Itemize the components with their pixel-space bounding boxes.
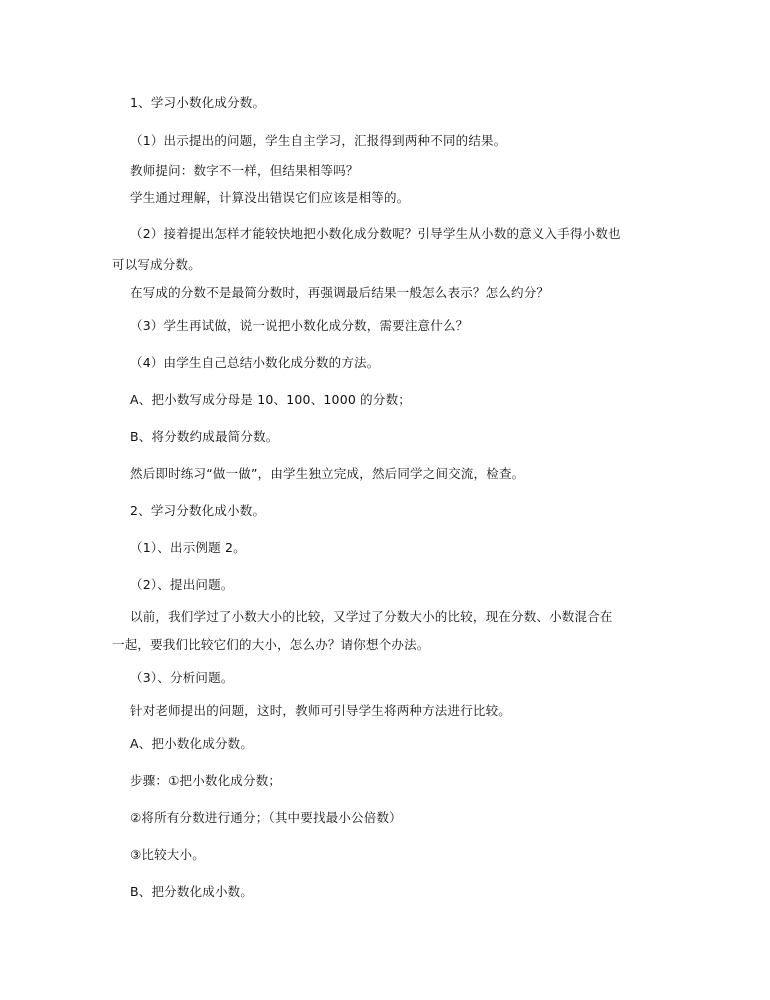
method-a: A、把小数写成分母是 10、100、1000 的分数； (130, 392, 411, 407)
paragraph-step-1-2-cont: 可以写成分数。 (112, 257, 201, 272)
paragraph-practice: 然后即时练习“做一做”，由学生独立完成，然后同学之间交流，检查。 (130, 466, 525, 481)
paragraph-teacher-question: 教师提问：数字不一样，但结果相等吗？ (130, 163, 359, 178)
steps-1: 步骤：①把小数化成分数； (130, 773, 282, 788)
method-2-a: A、把小数化成分数。 (130, 736, 254, 751)
method-b: B、将分数约成最简分数。 (130, 429, 279, 444)
paragraph-step-1-3: （3）学生再试做，说一说把小数化成分数，需要注意什么？ (130, 318, 469, 333)
paragraph-step-2-3: （3）、分析问题。 (130, 670, 234, 685)
paragraph-step-2-2: （2）、提出问题。 (130, 577, 234, 592)
paragraph-student-answer: 学生通过理解，计算没出错误它们应该是相等的。 (130, 190, 410, 205)
paragraph-simplest-fraction: 在写成的分数不是最简分数时，再强调最后结果一般怎么表示？怎么约分？ (130, 285, 550, 300)
paragraph-step-1-1: （1）出示提出的问题，学生自主学习，汇报得到两种不同的结果。 (130, 133, 507, 148)
paragraph-step-1-4: （4）由学生自己总结小数化成分数的方法。 (130, 355, 380, 370)
steps-2: ②将所有分数进行通分；（其中要找最小公倍数） (130, 810, 402, 825)
paragraph-guidance: 针对老师提出的问题，这时，教师可引导学生将两种方法进行比较。 (130, 703, 512, 718)
section-heading-1: 1、学习小数化成分数。 (130, 95, 266, 110)
paragraph-step-1-2: （2）接着提出怎样才能较快地把小数化成分数呢？引导学生从小数的意义入手得小数也 (130, 226, 621, 241)
paragraph-comparison-cont: 一起，要我们比较它们的大小，怎么办？请你想个办法。 (112, 637, 430, 652)
method-2-b: B、把分数化成小数。 (130, 884, 254, 899)
paragraph-step-2-1: （1）、出示例题 2。 (130, 540, 246, 555)
section-heading-2: 2、学习分数化成小数。 (130, 503, 266, 518)
paragraph-comparison: 以前，我们学过了小数大小的比较，又学过了分数大小的比较，现在分数、小数混合在 (130, 609, 613, 624)
steps-3: ③比较大小。 (130, 847, 205, 862)
